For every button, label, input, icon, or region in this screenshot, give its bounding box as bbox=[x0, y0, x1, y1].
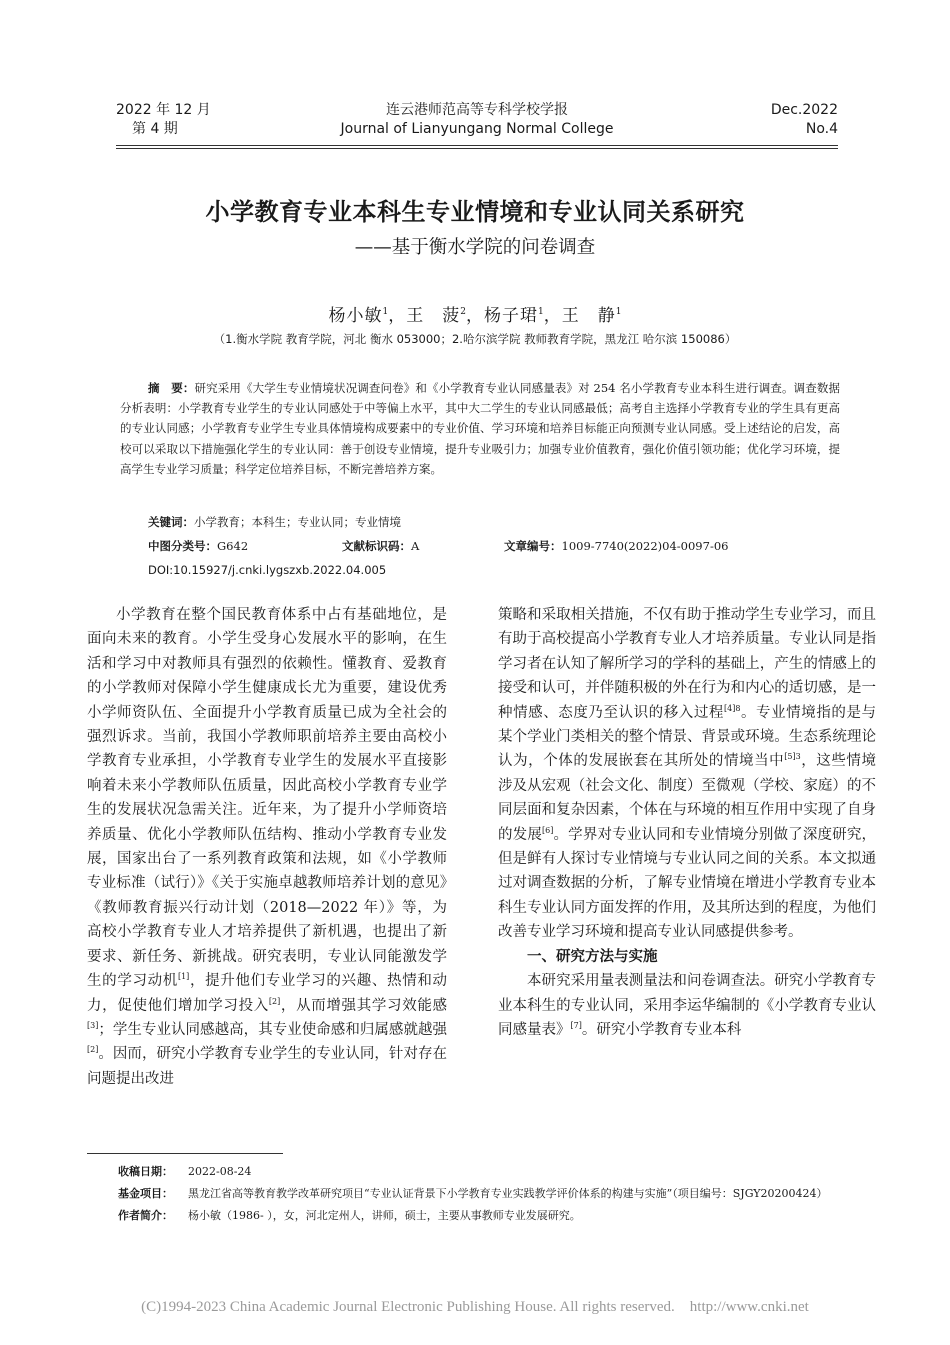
document-code-value: A bbox=[411, 539, 420, 553]
article-number bbox=[504, 537, 728, 555]
body-text: 。学界对专业认同和专业情境分别做了深度研究，但是鲜有人探讨专业情境与专业认同之间的关系。本文拟通过对调查数据的分析，了解专业情境在增进小学教育专业本科生专业认同方面发挥的作用，及其所达到的程度，为他们改善专业学习环境和提高专业认同感提供参考。 bbox=[498, 826, 876, 941]
citation: [5]3 bbox=[784, 752, 801, 762]
copyright-notice: (C)1994-2023 China Academic Journal Electronic Publishing House. All rights reserved. http://www.cnki.net bbox=[141, 1299, 809, 1315]
body-text: ，提升他们专业学习的兴趣、热情和动力，促使他们增加学习投入 bbox=[87, 973, 448, 1014]
keywords bbox=[148, 513, 838, 531]
journal-name-en: Journal of Lianyungang Normal College bbox=[340, 121, 614, 137]
header-issue-en: No.4 bbox=[805, 121, 838, 137]
body-paragraph bbox=[498, 969, 876, 1042]
document-code bbox=[342, 537, 419, 555]
citation: [7] bbox=[570, 1020, 582, 1030]
paper-subtitle: ——基于衡水学院的问卷调查 bbox=[354, 237, 596, 258]
header-date-en: Dec.2022 bbox=[770, 102, 838, 118]
body-text: 。专业情境指的是与某个学业门类相关的整个情景、背景或环境。生态系统理论认为，个体的发展嵌套在其所处的情境当中 bbox=[498, 704, 877, 770]
author-affiliation-mark: 1 bbox=[615, 307, 622, 317]
footnote-text: 杨小敏（1986- ），女，河北定州人，讲师，硕士，主要从事教师专业发展研究。 bbox=[188, 1209, 581, 1222]
document-code-label: 文献标识码： bbox=[342, 539, 411, 553]
clc-number bbox=[148, 537, 248, 555]
footnote-received-date bbox=[118, 1161, 880, 1183]
body-paragraph bbox=[498, 603, 876, 945]
header-rule-bottom bbox=[116, 148, 838, 149]
footnote-label: 收稿日期： bbox=[118, 1165, 173, 1178]
citation: [6] bbox=[542, 825, 554, 835]
footnote-funding bbox=[118, 1183, 880, 1205]
header-center bbox=[116, 101, 838, 139]
footnotes bbox=[118, 1161, 880, 1227]
header-issue-cn: 第 4 期 bbox=[132, 121, 178, 137]
author-name: 王 静 bbox=[561, 306, 616, 326]
body-text: ，这些情境涉及从宏观（社会文化、制度）至微观（学校、家庭）的不同层面和复杂因素，个体在与环境的相互作用中实现了自身的发展 bbox=[498, 753, 877, 843]
body-column-right bbox=[498, 603, 876, 1042]
footnote-rule bbox=[87, 1153, 283, 1154]
abstract bbox=[120, 378, 840, 479]
citation: [2] bbox=[268, 996, 281, 1006]
author-affiliation-mark: 1 bbox=[538, 307, 544, 317]
abstract-text: 研究采用《大学生专业情境状况调查问卷》和《小学教育专业认同感量表》对 254 名小学教育专业本科生进行调查。调查数据分析表明：小学教育专业学生的专业认同感处于中等偏上水平，其中大二学生的专业认同感最低；高考自主选择小学教育专业的学生具有更高的专业认同感；小学教育专业学生专业具体情境构成要素中的专业价值、学习环境和培养目标能正向预测专业认同感。受上述结论的启发，高校可以采取以下措施强化学生的专业认同：善于创设专业情境，提升专业吸引力；加强专业价值教育，强化价值引领功能；优化学习环境，提高学生专业学习质量；科学定位培养目标，不断完善培养方案。 bbox=[120, 381, 840, 476]
running-header bbox=[116, 101, 838, 149]
abstract-label: 摘 要： bbox=[148, 381, 195, 395]
doi: DOI:10.15927/j.cnki.lygszxb.2022.04.005 bbox=[148, 563, 387, 577]
body-text: 本研究采用量表测量法和问卷调查法。研究小学教育专业本科生的专业认同，采用李运华编制的《小学教育专业认同感量表》 bbox=[498, 973, 876, 1038]
citation: [4]8 bbox=[724, 703, 741, 713]
header-date-cn: 2022 年 12 月 bbox=[116, 102, 211, 118]
body-text: 。因而，研究小学教育专业学生的专业认同，针对存在问题提出改进 bbox=[87, 1046, 447, 1087]
classification-line bbox=[148, 537, 848, 555]
body-column-left bbox=[87, 603, 447, 1091]
body-paragraph bbox=[87, 603, 447, 1091]
body-text: 小学教育在整个国民教育体系中占有基础地位，是面向未来的教育。小学生受身心发展水平的影响，在生活和学习中对教师具有强烈的依赖性。懂教育、爱教育的小学教师对保障小学生健康成长尤为重要，建设优秀小学师资队伍、全面提升小学教育质量已成为全社会的强烈诉求。当前，我国小学教师职前培养主要由高校小学教育专业承担，小学教育专业学生的发展水平直接影响着未来小学教师队伍质量，因此高校小学教育专业学生的发展状况急需关注。近年来，为了提升小学师资培养质量、优化小学教师队伍结构、推动小学教育专业发展，国家出台了一系列教育政策和法规，如《小学教师专业标准（试行）》《关于实施卓越教师培养计划的意见》《教师教育振兴行动计划（2018—2022 年）》等，为高校小学教育专业人才培养提供了新机遇，也提出了新要求、新任务、新挑战。研究表明，专业认同能激发学生的学习动机 bbox=[87, 607, 447, 990]
section-heading: 一、研究方法与实施 bbox=[527, 948, 658, 965]
citation: [1] bbox=[177, 972, 190, 982]
author-name: 王 菠 bbox=[406, 306, 461, 326]
footnote-label: 基金项目： bbox=[118, 1187, 173, 1200]
article-number-label: 文章编号： bbox=[504, 539, 562, 553]
journal-name-cn: 连云港师范高等专科学校学报 bbox=[386, 102, 568, 118]
keywords-label: 关键词： bbox=[148, 515, 194, 529]
clc-value: G642 bbox=[217, 539, 249, 553]
body-text: ；学生专业认同感越高，其专业使命感和归属感就越强 bbox=[98, 1021, 447, 1038]
header-rule-top bbox=[116, 145, 838, 146]
header-right bbox=[771, 101, 838, 139]
paper-title: 小学教育专业本科生专业情境和专业认同关系研究 bbox=[205, 198, 745, 226]
body-text: 。研究小学教育专业本科 bbox=[581, 1021, 742, 1038]
citation: [3] bbox=[87, 1020, 99, 1030]
footnote-text: 2022-08-24 bbox=[188, 1165, 252, 1178]
footnote-text: 黑龙江省高等教育教学改革研究项目“专业认证背景下小学教育专业实践教学评价体系的构建与实施”（项目编号：SJGY20200424） bbox=[188, 1187, 828, 1200]
body-text: ，从而增强其学习效能感 bbox=[280, 997, 448, 1014]
citation: [2] bbox=[87, 1045, 99, 1055]
author-affiliations: （1.衡水学院 教育学院，河北 衡水 053000；2.哈尔滨学院 教师教育学院，黑龙江 哈尔滨 150086） bbox=[213, 332, 737, 346]
article-number-value: 1009-7740(2022)04-0097-06 bbox=[561, 539, 729, 553]
footnote-label: 作者简介： bbox=[118, 1209, 173, 1222]
author-affiliation-mark: 1 bbox=[382, 307, 389, 317]
author-affiliation-mark: 2 bbox=[460, 307, 466, 317]
author-list: 杨小敏$^1$，王 菠$^2$，杨子珺$^1$，王 静$^1$ bbox=[328, 306, 622, 326]
keywords-text: 小学教育；本科生；专业认同；专业情境 bbox=[194, 515, 401, 529]
body-text: 策略和采取相关措施，不仅有助于推动学生专业学习，而且有助于高校提高小学教育专业人才培养质量。专业认同是指学习者在认知了解所学习的学科的基础上，产生的情感上的接受和认可，并伴随积极的外在行为和内心的适切感，是一种情感、态度乃至认识的移入过程 bbox=[498, 607, 876, 721]
author-name: 杨子珺 bbox=[484, 306, 538, 326]
clc-label: 中图分类号： bbox=[148, 539, 217, 553]
author-name: 杨小敏 bbox=[328, 306, 383, 326]
footnote-author-bio bbox=[118, 1205, 880, 1227]
